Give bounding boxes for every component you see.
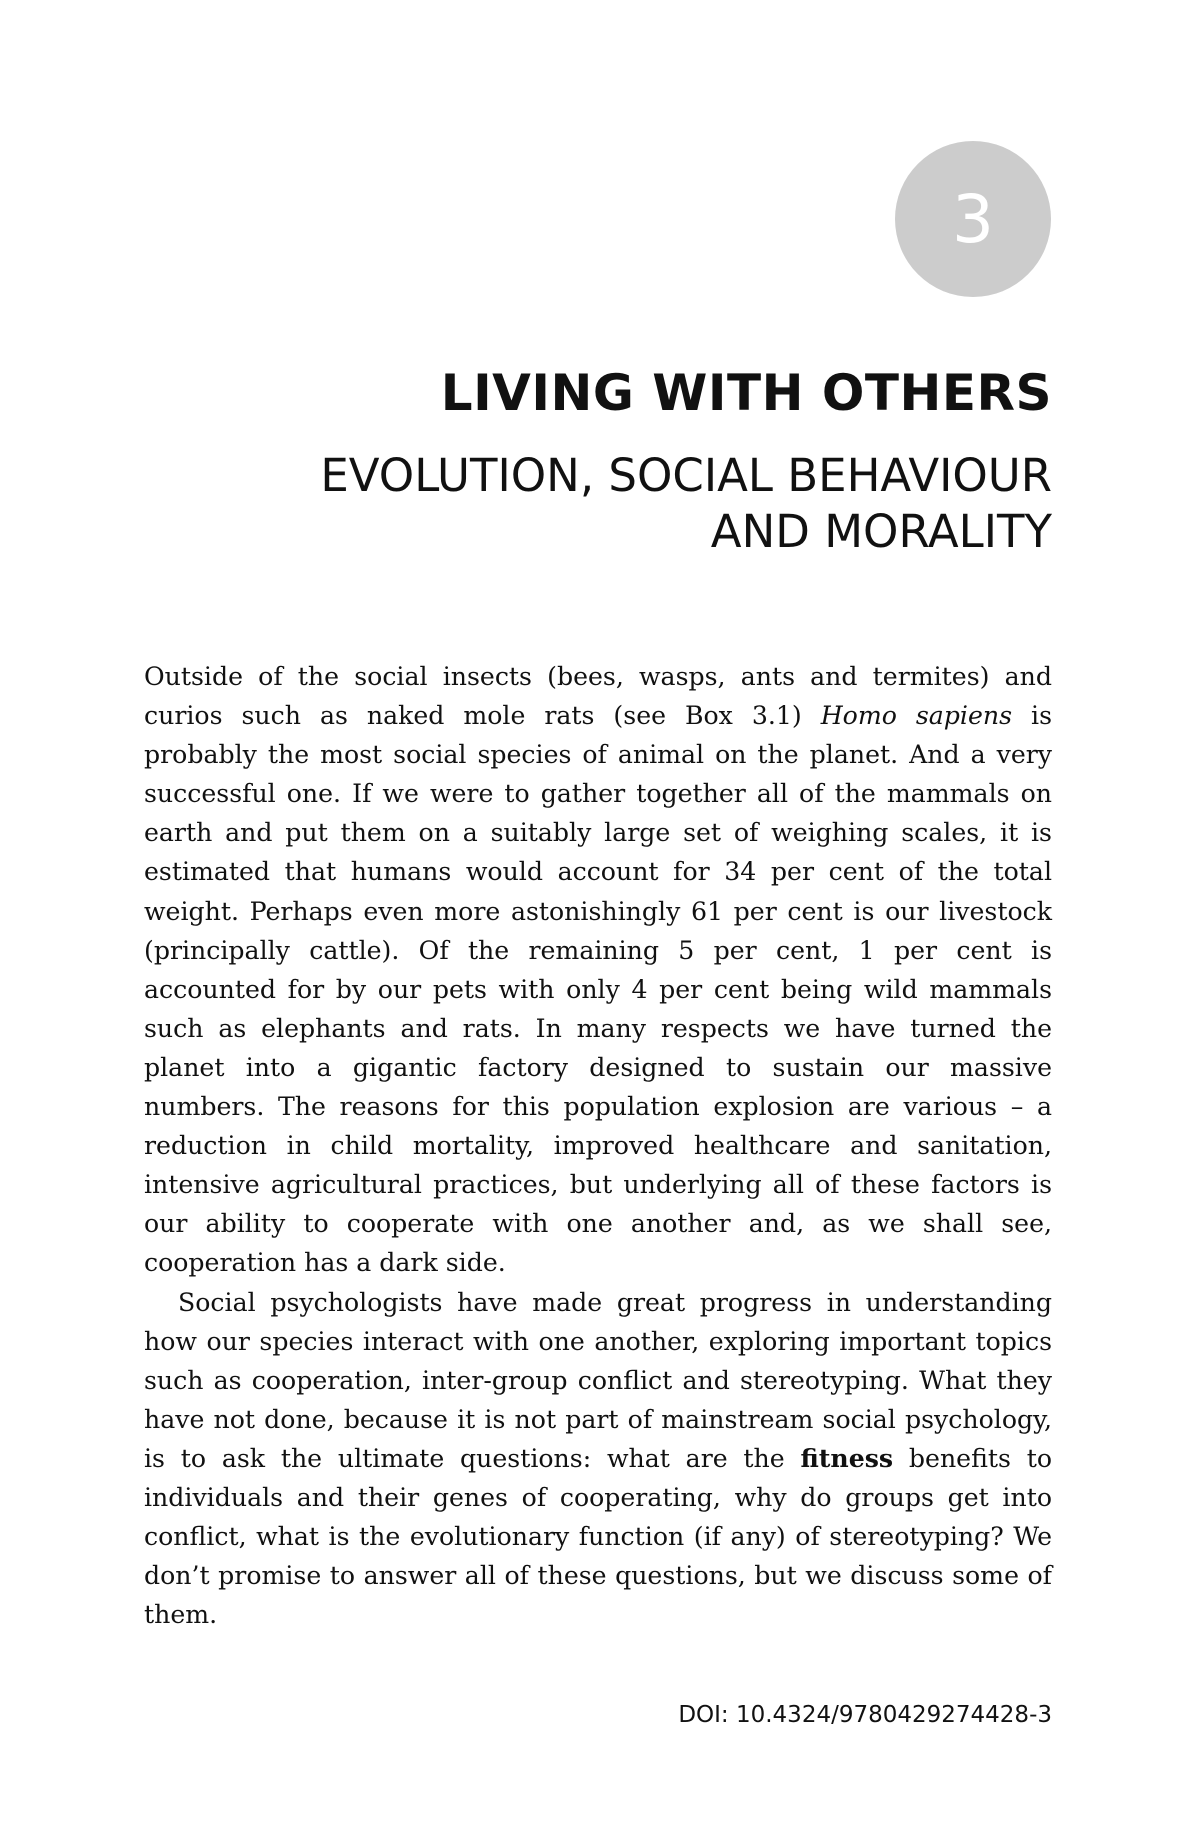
body-text bbox=[144, 657, 1052, 1634]
chapter-subtitle bbox=[192, 448, 1052, 560]
chapter-subtitle-line-1: EVOLUTION, SOCIAL BEHAVIOUR bbox=[320, 449, 1052, 502]
paragraph-1-text-b: is probably the most social species of animal on the planet. And a very successful one. If we were to gather together all of the mammals on earth and put them on a suitably large set of weighing scales, it is estimated that humans would account for 34 per cent of the total weight. Perhaps even more astonishingly 61 per cent is our livestock (principally cattle). Of the remaining 5 per cent, 1 per cent is accounted for by our pets with only 4 per cent being wild mammals such as elephants and rats. In many respects we have turned the planet into a gigantic factory designed to sustain our massive numbers. The reasons for this population explosion are various – a reduction in child mortality, improved healthcare and sanitation, intensive agricultural practices, but underlying all of these factors is our ability to cooperate with one another and, as we shall see, cooperation has a dark side. bbox=[144, 701, 1053, 1278]
paragraph-2 bbox=[144, 1283, 1052, 1635]
paragraph-1 bbox=[144, 657, 1052, 1283]
paragraph-2-text-b: benefits to individuals and their genes of cooperating, why do groups get into conflict, what is the evolutionary function (if any) of stereotyping? We don’t promise to answer all of these questions, but we discuss some of them. bbox=[144, 1443, 1052, 1630]
paragraph-2-text-a: Social psychologists have made great progress in understanding how our species interact with one another, exploring important topics such as cooperation, inter-group conflict and stereotyping. What they have not done, because it is not part of mainstream social psychology, is to ask the ultimate questions: what are the bbox=[144, 1287, 1052, 1473]
doi-footer: DOI: 10.4324/9780429274428-3 bbox=[678, 1702, 1052, 1728]
paragraph-1-text-a: Outside of the social insects (bees, wasps, ants and termites) and curios such as naked mole rats (see Box 3.1) bbox=[144, 662, 1052, 731]
chapter-title: LIVING WITH OTHERS bbox=[440, 364, 1052, 422]
paragraph-1-species-name: Homo sapiens bbox=[820, 701, 1013, 731]
chapter-number-badge bbox=[895, 141, 1051, 297]
chapter-heading bbox=[192, 360, 1052, 560]
chapter-subtitle-line-2: AND MORALITY bbox=[710, 505, 1052, 558]
chapter-number: 3 bbox=[952, 180, 994, 258]
paragraph-2-key-term: fitness bbox=[800, 1442, 894, 1473]
